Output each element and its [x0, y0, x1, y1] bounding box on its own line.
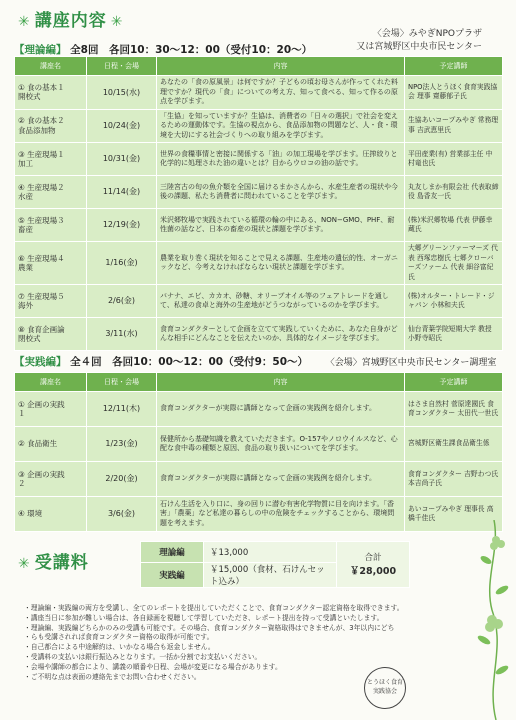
fee-practice-value: ￥15,000（食材、石けんセット込み）: [204, 563, 337, 588]
course-title: ⑧ 食育企画論 閉校式: [15, 318, 87, 351]
star-icon: ✳: [18, 556, 31, 572]
course-date: 12/11(木): [87, 392, 157, 427]
practice-heading: [14, 354, 496, 369]
course-title: ④ 環境: [15, 497, 87, 532]
column-header: 内容: [157, 57, 405, 76]
column-header: 日程・会場: [87, 57, 157, 76]
course-lecturer: 大郷グリーンファーマーズ 代表 西塚忠樹氏 七郷クローバーズファーム 代表 細谷富紀氏: [405, 242, 503, 285]
course-title: ① 食の基本１ 開校式: [15, 76, 87, 110]
course-lecturer: 食育コンダクター 吉野わつ氏 本吉尚子氏: [405, 462, 503, 497]
course-lecturer: (株)オルター・トレード・ジャパン 小林和夫氏: [405, 285, 503, 318]
course-content: バナナ、エビ、カカオ、砂糖、オリーブオイル等のフェアトレードを通して、私達の食卓と海外の生産地がどうつながっているのかを学びます。: [157, 285, 405, 318]
course-date: 3/6(金): [87, 497, 157, 532]
table-row: [15, 242, 503, 285]
course-lecturer: 生協あいコープみやぎ 常務理事 吉武恵里氏: [405, 109, 503, 143]
fee-theory-value: ￥13,000: [204, 542, 337, 563]
section-title-fee: [14, 548, 89, 573]
course-content: あなたの「食の原風景」は何ですか？子どもの頃お母さんが作ってくれた料理ですか？現代の「食」についての考え方、知って食べる、知って作るの原点を学びます。: [157, 76, 405, 110]
table-row: [15, 109, 503, 143]
table-row: [15, 209, 503, 242]
flower-vine-decoration: [466, 520, 516, 720]
table-row: [15, 318, 503, 351]
course-title: ④ 生産現場２ 水産: [15, 176, 87, 209]
note-item: ・ 会場や講師の都合により、講義の順番や日程、会場が変更になる場合があります。: [24, 663, 464, 673]
course-lecturer: はさま自然村 菅原達國氏 食育コンダクター 太田代一世氏: [405, 392, 503, 427]
column-header: 日程・会場: [87, 373, 157, 392]
course-content: 食育コンダクターが実際に講師となって企画の実践例を紹介します。: [157, 462, 405, 497]
course-date: 3/11(水): [87, 318, 157, 351]
course-date: 2/6(金): [87, 285, 157, 318]
course-date: 11/14(金): [87, 176, 157, 209]
theory-info: 全8回 各回10：30～12：00（受付10：20～）: [70, 44, 313, 56]
course-lecturer: 平田産業(有) 営業部主任 中村竜也氏: [405, 143, 503, 176]
note-item: ・ らも受講されれば食育コンダクター資格の取得が可能です。: [24, 633, 464, 643]
theory-tag: 【理論編】: [14, 44, 67, 56]
table-row: [15, 285, 503, 318]
star-icon: ✳: [110, 14, 124, 30]
course-date: 1/16(金): [87, 242, 157, 285]
column-header: 予定講師: [405, 57, 503, 76]
course-content: 保健所から基礎知識を教えていただきます。O-157やノロウイルスなど、心配な食中毒の種類と原因、食品の取り扱いについてを学びます。: [157, 427, 405, 462]
course-title: ③ 企画の実践 ２: [15, 462, 87, 497]
course-title: ① 企画の実践 １: [15, 392, 87, 427]
fee-total: [337, 542, 410, 588]
fee-theory-label: 理論編: [141, 542, 204, 563]
note-item: ・ 理論編・実践編の両方を受講し、全てのレポートを提出していただくことで、食育コンダクター認定資格を取得できます。: [24, 604, 464, 614]
stamp-text: とうほく食育実践協会: [366, 679, 403, 695]
table-header-row: [15, 373, 503, 392]
course-content: 石けん生活を入り口に、身の回りに潜む有害化学物質に目を向けます。「香害」「農薬」など私達の暮らしの中の危険をチェックすることから、環境問題を考えます。: [157, 497, 405, 532]
fee-title: 受講料: [34, 553, 89, 573]
note-item: ・ 自己都合による中途解約は、いかなる場合も返金しません。: [24, 643, 464, 653]
table-row: [15, 176, 503, 209]
note-item: ・ 講座当日に参加が難しい場合は、各自録画を視聴して学習していただき、レポート提出を持って受講といたします。: [24, 614, 464, 624]
practice-venue: 〈会場〉宮城野区中央市民センター調理室: [325, 358, 497, 368]
course-lecturer: 仙台青葉学院短期大学 教授 小野寺昭氏: [405, 318, 503, 351]
course-content: 世界の食糧事情と密接に関係する「油」の加工現場を学びます。圧搾絞りと化学的に処理された油の違いとは？目からウロコの油の話です。: [157, 143, 405, 176]
table-row: [15, 427, 503, 462]
association-stamp: [364, 667, 406, 709]
practice-tag: 【実践編】: [14, 356, 67, 368]
course-date: 1/23(金): [87, 427, 157, 462]
fee-total-label: 合計: [364, 552, 382, 563]
page-title: 講座内容: [34, 11, 107, 31]
course-title: ③ 生産現場１ 加工: [15, 143, 87, 176]
course-date: 12/19(金): [87, 209, 157, 242]
fee-total-value: ￥28,000: [349, 565, 397, 577]
note-item: ・ 理論編、実践編どちらかのみの受講も可能です。その場合、食育コンダクター資格取得はできませんが、3年以内にどち: [24, 624, 464, 634]
course-title: ⑦ 生産現場５ 海外: [15, 285, 87, 318]
course-lecturer: NPO法人とうほく食育実践協会 理事 齋藤郁子氏: [405, 76, 503, 110]
course-content: 農業を取り巻く現状を知ることで見える課題、生産地の遺伝的性、オーガニックなど、今考えなければならない現状と課題を学びます。: [157, 242, 405, 285]
theory-schedule-table: [14, 56, 503, 351]
fee-practice-label: 実践編: [141, 563, 204, 588]
practice-schedule-table: [14, 372, 503, 532]
theory-heading: [14, 42, 312, 57]
column-header: 講座名: [15, 373, 87, 392]
table-row: [15, 462, 503, 497]
course-content: 三陸宮古の旬の魚介類を全国に届けるまかさんから、水産生産者の現状や今後の課題、私たち消費者に問われていることを学びます。: [157, 176, 405, 209]
table-row: [15, 392, 503, 427]
table-row: [15, 497, 503, 532]
column-header: 内容: [157, 373, 405, 392]
course-content: 食育コンダクターとして企画を立てて実践していくために、あなた自身がどんな相手にどんなことを伝えたいのか、具体的なイメージを学びます。: [157, 318, 405, 351]
course-date: 10/15(水): [87, 76, 157, 110]
course-lecturer: (株)米沢郷牧場 代表 伊藤幸蔵氏: [405, 209, 503, 242]
course-lecturer: 丸友しまか有限会社 代表取締役 島香友一氏: [405, 176, 503, 209]
section-title-course: [14, 6, 127, 31]
course-content: 食育コンダクターが実際に講師となって企画の実践例を紹介します。: [157, 392, 405, 427]
course-lecturer: あいコープみやぎ 理事長 高橋千佳氏: [405, 497, 503, 532]
fee-table: [140, 541, 410, 588]
column-header: 予定講師: [405, 373, 503, 392]
course-content: 「生協」を知っていますか？生協は、消費者の「日々の選択」で社会を変えるための運動体です。生協の視点から、食品添加物の問題など、人・食・環境を大切にする社会づくりへの取り組みを学びます。: [157, 109, 405, 143]
course-content: 米沢郷牧場で実践されている循環の輪の中にある、NON−GMO、PHF、耐性菌の話など、日本の畜産の現状と課題を学びます。: [157, 209, 405, 242]
practice-info: 全４回 各回10：00～12：00（受付9：50～）: [70, 356, 309, 368]
theory-venue: [356, 28, 482, 54]
course-date: 2/20(金): [87, 462, 157, 497]
star-icon: ✳: [18, 14, 31, 30]
course-date: 10/31(金): [87, 143, 157, 176]
course-date: 10/24(金): [87, 109, 157, 143]
note-item: ・ ご不明な点は表面の連絡先までお問い合わせください。: [24, 673, 464, 683]
table-row: [15, 76, 503, 110]
venue-line-1: 〈会場〉みやぎNPOプラザ: [372, 29, 482, 39]
course-title: ② 食の基本２ 食品添加物: [15, 109, 87, 143]
table-row: [15, 143, 503, 176]
course-title: ② 食品衛生: [15, 427, 87, 462]
course-lecturer: 宮城野区衛生課食品衛生係: [405, 427, 503, 462]
course-title: ⑤ 生産現場３ 畜産: [15, 209, 87, 242]
course-title: ⑥ 生産現場４ 農業: [15, 242, 87, 285]
column-header: 講座名: [15, 57, 87, 76]
venue-line-2: 又は宮城野区中央市民センター: [356, 42, 482, 52]
table-header-row: [15, 57, 503, 76]
note-item: ・ 受講料の支払いは銀行振込みとなります。一括か分割でお支払いください。: [24, 653, 464, 663]
